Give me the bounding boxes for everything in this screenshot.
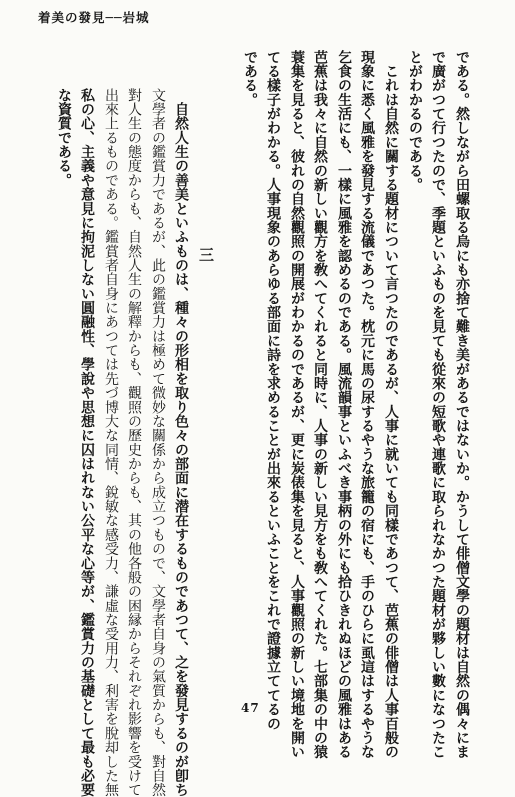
- text-column: てる樣子がわかる。人事現象のあらゆる部面に詩を求めることが出來るといふことをこれで證據立ててるの: [265, 50, 281, 731]
- text-column: 自然人生の善美といふものは、種々の形相を取り色々の部面に潜在するものであつて、之を發見するのが卽ち: [173, 88, 189, 797]
- text-column: 現象に悉く風雅を發見する流儀であつた。枕元に馬の尿するやうな旅籠の宿にも、手のひらに虱這はするやうな: [359, 50, 375, 759]
- text-column: 出來上るものである。鑑賞者自身にあつては先づ博大な同情、銳敏な感受力、謙虛な受用力、利害を脫却した無: [103, 88, 119, 797]
- text-column: 文學者の鑑賞力であるが、此の鑑賞力は極めて微妙な關係から成立つもので、文學者自身の氣質からも、對自然: [150, 88, 166, 797]
- text-column: 芭蕉は我々に自然の新しい觀方を敎へてくれると同時に、人事の新しい見方をも敎へてくれた。七部集の中の猿: [312, 50, 328, 759]
- text-column: である。然しながら田螺取る烏にも亦捨て難き美があるではないか。かうして俳僧文學の題材は自然の偶々にま: [454, 50, 470, 759]
- text-column: これは自然に關する題材について言つたのであるが、人事に就いても同樣であつて、芭蕉の俳僧は人事百般の: [383, 50, 399, 759]
- text-column: 蓑集を見ると、彼れの自然觀照の開展がわかるのであるが、更に炭俵集を見ると、人事觀照の新しい境地を開い: [289, 50, 305, 759]
- text-column: 對人生の態度からも、自然人生の解釋からも、觀照の歷史からも、其の他各般の困縁からそれぞれ影響を受けて: [126, 88, 142, 797]
- page-number: 47: [241, 701, 260, 715]
- text-column: 乞食の生活にも、一樣に風雅を認めるのである。風流韻事といふべき事柄の外にも拾ひきれぬほどの風雅はある: [336, 50, 352, 759]
- text-column: な資質である。: [56, 88, 72, 188]
- running-title: 着美の發見──岩城: [38, 10, 150, 25]
- text-column: 私の心、主義や意見に拘泥しない圓融性、學說や思想に囚はれない公平な心等が、鑑賞力の基礎として最も必要: [79, 88, 95, 797]
- section-number: 三: [199, 246, 215, 264]
- text-column: である。: [242, 50, 258, 107]
- text-column: で廣がつて行つたので、季題といふものを見ても從來の短歌や連歌に取られなかつた題材が夥しい數になつたこ: [430, 50, 446, 759]
- text-column: とがわかるのである。: [407, 50, 423, 192]
